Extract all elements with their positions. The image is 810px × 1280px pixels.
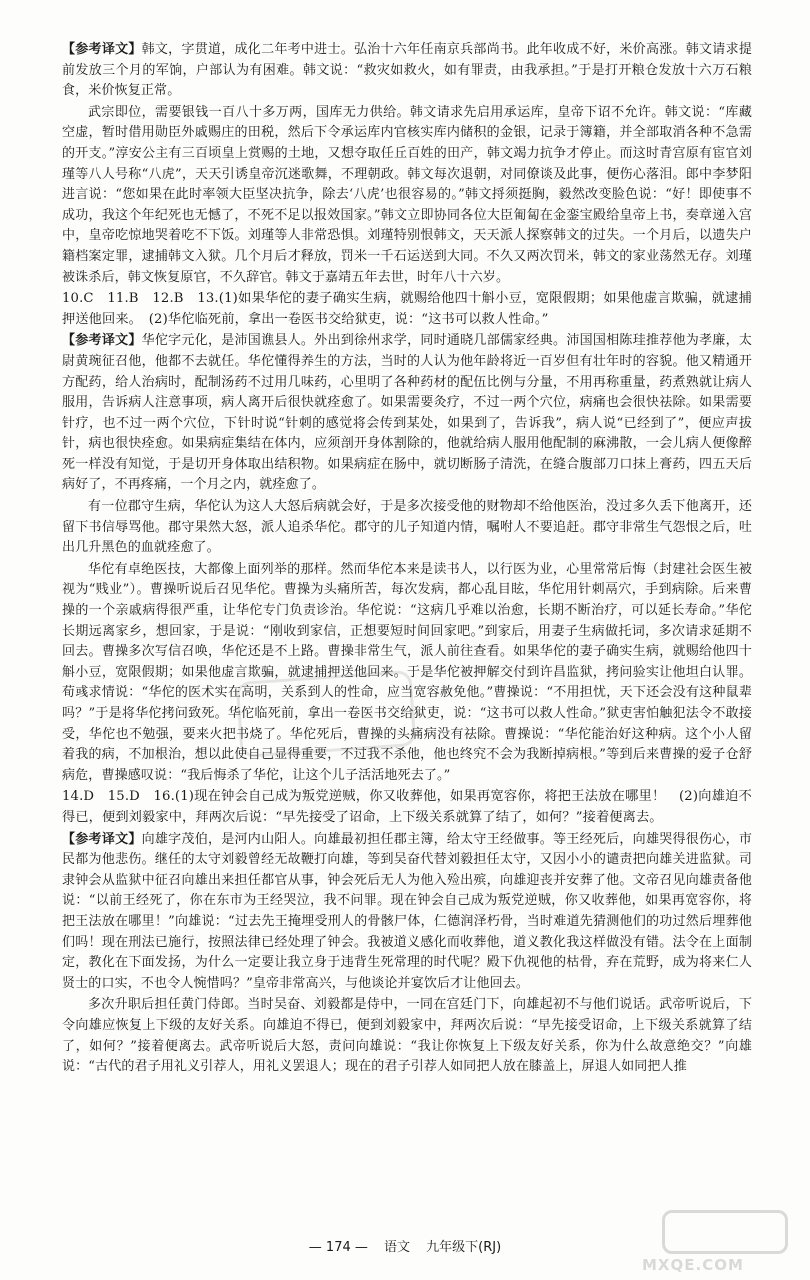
corner-watermark-logo bbox=[642, 1210, 792, 1274]
answer-key-line: 10.C 11.B 12.B 13.(1)如果华佗的妻子确实生病，就赐给他四十斛小豆，宽限假期；如果他虚言欺骗，就逮捕押送他回来。 (2)华佗临死前，拿出一卷医书交给狱吏，说：“这书可以救人性命。” bbox=[62, 291, 752, 327]
translation-paragraph: 有一位郡守生病，华佗认为这人大怒后病就会好，于是多次接受他的财物却不给他医治，没过多久丢下他离开，还留下书信辱骂他。郡守果然大怒，派人追杀华佗。郡守的儿子知道内情，嘱咐人不要追赶。郡守非常生气怨恨之后，吐出几升黑色的血就痊愈了。 bbox=[62, 499, 752, 556]
paragraph-text: 韩文，字贯道，成化二年考中进士。弘治十六年任南京兵部尚书。此年收成不好，米价高涨。韩文请求提前发放三个月的军饷，户部认为有困难。韩文说：“救灾如救火，如有罪责，由我承担。”于是打开粮仓发放十六万石粮食，米价恢复正常。 bbox=[62, 42, 753, 99]
reference-translation-tag: 【参考译文】 bbox=[62, 831, 142, 847]
watermark-url: MXQE.COM bbox=[642, 1256, 744, 1274]
translation-paragraph bbox=[62, 830, 752, 995]
reference-translation-tag: 【参考译文】 bbox=[62, 333, 142, 349]
grade-label: 九年级下(RJ) bbox=[426, 1240, 502, 1255]
subject-label: 语文 bbox=[384, 1240, 411, 1255]
translation-paragraph bbox=[62, 40, 752, 102]
translation-paragraph: 华佗有卓绝医技，大都像上面列举的那样。然而华佗本来是读书人，以行医为业，心里常常后悔（封建社会医生被视为“贱业”）。曹操听说后召见华佗。曹操为头痛所苦，每次发病，都心乱目眩，华佗用针刺鬲穴，手到病除。后来曹操的一个亲戚病得很严重，让华佗专门负责诊治。华佗说：“这病几乎难以治愈，长期不断治疗，可以延长寿命。”华佗长期远离家乡，想回家，于是说：“刚收到家信，正想要短时间回家吧。”到家后，用妻子生病做托词，多次请求延期不回去。曹操多次写信召唤，华佗还是不上路。曹操非常生气，派人前往查看。如果华佗的妻子确实生病，就赐给他四十斛小豆，宽限假期；如果他虚言欺骗，就逮捕押送他回来。于是华佗被押解交付到许昌监狱，拷问验实让他坦白认罪。荀彧求情说：“华佗的医术实在高明，关系到人的性命，应当宽容赦免他。”曹操说：“不用担忧，天下还会没有这种鼠辈吗？”于是将华佗拷问致死。华佗临死前，拿出一卷医书交给狱吏，说：“这书可以救人性命。”狱吏害怕触犯法令不敢接受，华佗也不勉强，要来火把书烧了。华佗死后，曹操的头痛病没有祛除。曹操说：“华佗能治好这种病。这个小人留着我的病，不加根治，想以此使自己显得重要，不过我不杀他，他也终究不会为我断掉病根。”等到后来曹操的爱子仓舒病危，曹操感叹说：“我后悔杀了华佗，让这个儿子活活地死去了。” bbox=[62, 561, 752, 783]
translation-paragraph: 武宗即位，需要银钱一百八十多万两，国库无力供给。韩文请求先启用承运库，皇帝下诏不允许。韩文说：“库藏空虚，暂时借用勋臣外戚赐庄的田税，然后下令承运库内官核实库内储积的金银，记录于簿籍，并全部取消各种不急需的开支。”淳安公主有三百顷皇上赏赐的土地，又想夺取任丘百姓的田产，韩文竭力抗争才停止。而这时青宫原有宦官刘瑾等八人号称“八虎”，天天引诱皇帝沉迷歌舞，不理朝政。韩文每次退朝，对同僚谈及此事，便伤心落泪。郎中李梦阳进言说：“您如果在此时率领大臣坚决抗争，除去‘八虎’也很容易的。”韩文捋须挺胸，毅然改变脸色说：“好！即使事不成功，我这个年纪死也无憾了，不死不足以报效国家。”韩文立即协同各位大臣匍匐在金銮宝殿给皇帝上书，奏章递入宫中，皇帝吃惊地哭着吃不下饭。刘瑾等人非常恐惧。刘瑾特别恨韩文，天天派人探察韩文的过失。一个月后，以遗失户籍档案定罪，逮捕韩文入狱。几个月后才释放，罚米一千石运送到大同。不久又两次罚米，韩文的家业荡然无存。刘瑾被诛杀后，韩文恢复原官，不久辞官。韩文于嘉靖五年去世，时年八十六岁。 bbox=[62, 104, 752, 285]
translation-paragraph: 多次升职后担任黄门侍郎。当时吴奋、刘毅都是侍中，一同在宫廷门下，向雄起初不与他们说话。武帝听说后，下令向雄应恢复上下级的友好关系。向雄迫不得已，便到刘毅家中，拜两次后说：“早先接受诏命，上下级关系就算了结了，如何？”接着便离去。武帝听说后大怒，责问向雄说：“我让你恢复上下级友好关系，你为什么故意绝交？”向雄说：“古代的君子用礼义引荐人，用礼义罢退人；现在的君子引荐人如同把人放在膝盖上，屏退人如同把人推 bbox=[62, 997, 752, 1075]
watermark-badge-icon bbox=[662, 1210, 788, 1254]
document-page bbox=[62, 40, 752, 1079]
answer-key-line: 14.D 15.D 16.(1)现在钟会自己成为叛党逆贼，你又收葬他，如果再宽容你，将把王法放在哪里！ (2)向雄迫不得已，便到刘毅家中，拜两次后说：“早先接受了诏命，上下级关系就算了结了，如何？”接着便离去。 bbox=[62, 789, 752, 825]
page-number: — 174 — bbox=[308, 1240, 368, 1255]
translation-paragraph bbox=[62, 331, 752, 496]
reference-translation-tag: 【参考译文】 bbox=[62, 42, 142, 57]
watermark-stamp bbox=[236, 670, 417, 758]
paragraph-text: 向雄字茂伯，是河内山阳人。向雄最初担任郡主簿，给太守王经做事。等王经死后，向雄哭得很伤心，市民都为他悲伤。继任的太守刘毅曾经无故鞭打向雄，等到吴奋代替刘毅担任太守，又因小小的谴责把向雄关进监狱。司隶钟会从监狱中征召向雄出来担任都官从事，钟会死后无人为他入殓出殡，向雄迎丧并安葬了他。文帝召见向雄责备他说：“以前王经死了，你在东市为王经哭泣，我不问罪。现在钟会自己成为叛党逆贼，你又收葬他，如果再宽容你，将把王法放在哪里！”向雄说：“过去先王掩埋受刑人的骨骸尸体，仁德润泽朽骨，当时难道先猜测他们的功过然后埋葬他们吗！现在刑法已施行，按照法律已经处理了钟会。我被道义感化而收葬他，道义教化我这样做没有错。法令在上面制定，教化在下面发扬，为什么一定要让我立身于违背生死常理的时代呢？殿下仇视他的枯骨，弃在荒野，成为将来仁人贤士的口实，不也令人惋惜吗？”皇帝非常高兴，与他谈论并宴饮后才让他回去。 bbox=[62, 831, 753, 991]
paragraph-text: 华佗字元化，是沛国谯县人。外出到徐州求学，同时通晓几部儒家经典。沛国国相陈珪推荐他为孝廉，太尉黄琬征召他，他都不去就任。华佗懂得养生的方法，当时的人认为他年龄将近一百岁但有壮年时的容貌。他又精通开方配药，给人治病时，配制汤药不过用几味药，心里明了各种药材的配伍比例与分量，不用再称重量，药煮熟就让病人服用，告诉病人注意事项，病人离开后很快就痊愈了。如果需要灸疗，不过一两个穴位，病痛也会很快祛除。如果需要针疗，也不过一两个穴位，下针时说“针刺的感觉将会传到某处，如果到了，告诉我”，病人说“已经到了”，便应声拔针，病也很快痊愈。如果病症集结在体内，应须剖开身体割除的，他就给病人服用他配制的麻沸散，一会儿病人便像醉死一样没有知觉，于是切开身体取出结积物。如果病症在肠中，就切断肠子清洗，在缝合腹部刀口抹上膏药，四五天后病好了，不再疼痛，一个月之内，就痊愈了。 bbox=[62, 333, 753, 493]
